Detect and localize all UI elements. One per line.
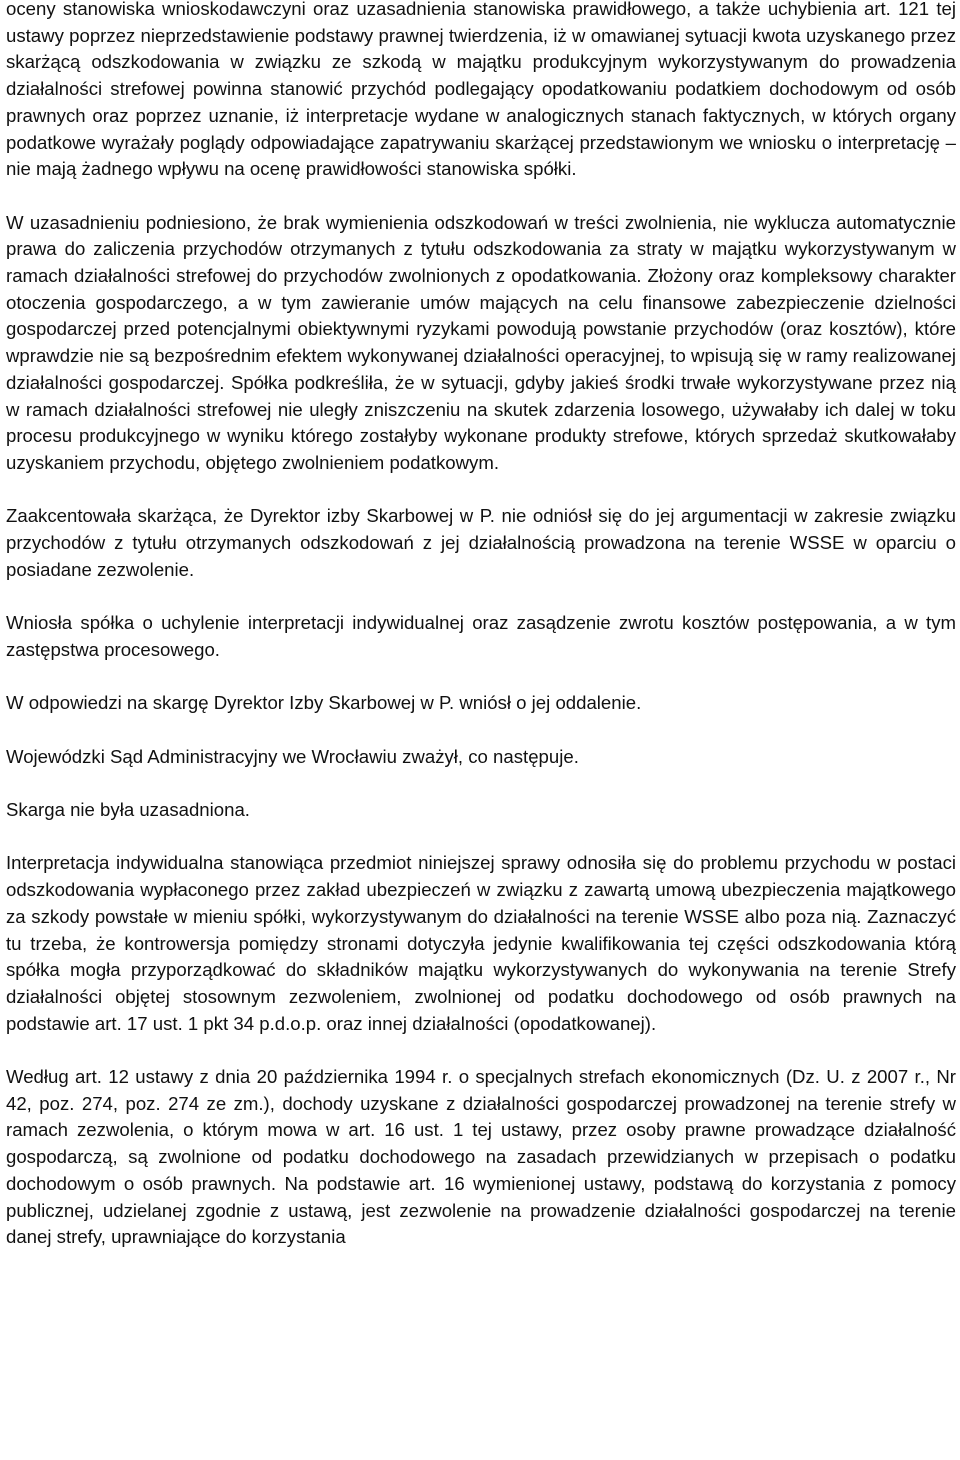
- paragraph-continuation: oceny stanowiska wnioskodawczyni oraz uzasadnienia stanowiska prawidłowego, a także uchybienia art. 121 tej ustawy poprzez nieprzedstawienie podstawy prawnej twierdzenia, iż w omawianej sytuacji kwota uzyskanego przez skarżącą odszkodowania w związku ze szkodą w majątku produkcyjnym wykorzystywanym do prowadzenia działalności strefowej powinna stanowić przychód podlegający opodatkowaniu podatkiem dochodowym od osób prawnych oraz poprzez uznanie, iż interpretacje wydane w analogicznych stanach faktycznych, w których organy podatkowe wyrażały poglądy odpowiadające zapatrywaniu skarżącej przedstawionym we wniosku o interpretację – nie mają żadnego wpływu na ocenę prawidłowości stanowiska spółki.: [6, 0, 956, 180]
- paragraph-motion: Wniosła spółka o uchylenie interpretacji indywidualnej oraz zasądzenie zwrotu kosztów postępowania, a w tym zastępstwa procesowego.: [6, 612, 956, 660]
- paragraph-analysis: Interpretacja indywidualna stanowiąca przedmiot niniejszej sprawy odnosiła się do problemu przychodu w postaci odszkodowania wypłaconego przez zakład ubezpieczeń w związku z zawartą umową ubezpieczenia majątkowego za szkody powstałe w mieniu spółki, wykorzystywanym do działalności na terenie WSSE albo poza nią. Zaznaczyć tu trzeba, że kontrowersja pomiędzy stronami dotyczyła jedynie kwalifikowania tej części odszkodowania którą spółka mogła przyporządkować do składników majątku wykorzystywanych do wykonywania na terenie Strefy działalności objętej stosownym zezwoleniem, zwolnionej od podatku dochodowego od osób prawnych na podstawie art. 17 ust. 1 pkt 34 p.d.o.p. oraz innej działalności (opodatkowanej).: [6, 852, 956, 1034]
- paragraph-court: Wojewódzki Sąd Administracyjny we Wrocławiu zważył, co następuje.: [6, 745, 579, 767]
- paragraph-argument: Zaakcentowała skarżąca, że Dyrektor izby Skarbowej w P. nie odniósł się do jej argumentacji w zakresie związku przychodów z tytułu otrzymanych odszkodowań z jej działalnością prowadzona na terenie WSSE w oparciu o posiadane zezwolenie.: [6, 505, 956, 580]
- paragraph-statute: Według art. 12 ustawy z dnia 20 października 1994 r. o specjalnych strefach ekonomicznych (Dz. U. z 2007 r., Nr 42, poz. 274, poz. 274 ze zm.), dochody uzyskane z działalności gospodarczej prowadzonej na terenie strefy w ramach zezwolenia, o którym mowa w art. 16 ust. 1 tej ustawy, przez osoby prawne prowadzące działalność gospodarczą, są zwolnione od podatku dochodowego na zasadach przewidzianych w przepisach o podatku dochodowym o osób prawnych. Na podstawie art. 16 wymienionej ustawy, podstawą do korzystania z pomocy publicznej, udzielanej zgodnie z ustawą, jest zezwolenie na prowadzenie działalności gospodarczej na terenie danej strefy, uprawniające do korzystania: [6, 1066, 956, 1248]
- paragraph-justification: W uzasadnieniu podniesiono, że brak wymienienia odszkodowań w treści zwolnienia, nie wyklucza automatycznie prawa do zaliczenia przychodów otrzymanych z tytułu odszkodowania za straty w majątku wykorzystywanym w ramach działalności strefowej do przychodów zwolnionych z opodatkowania. Złożony oraz kompleksowy charakter otoczenia gospodarczego, a w tym zawieranie umów mających na celu finansowe zabezpieczenie dzielności gospodarczej przed potencjalnymi obiektywnymi ryzykami powodują powstanie przychodów (oraz kosztów), które wprawdzie nie są bezpośrednim efektem wykonywanej działalności operacyjnej, to wpisują się w ramy realizowanej działalności gospodarczej. Spółka podkreśliła, że w sytuacji, gdyby jakieś środki trwałe wykorzystywane przez nią w ramach działalności strefowej nie uległy zniszczeniu na skutek zdarzenia losowego, używałaby ich dalej w toku procesu produkcyjnego w wyniku którego zostałyby wykonane produkty strefowe, których sprzedaż skutkowałaby uzyskaniem przychodu, objętego zwolnieniem podatkowym.: [6, 211, 956, 473]
- paragraph-ruling: Skarga nie była uzasadniona.: [6, 799, 250, 820]
- paragraph-response: W odpowiedzi na skargę Dyrektor Izby Skarbowej w P. wniósł o jej oddalenie.: [6, 692, 642, 714]
